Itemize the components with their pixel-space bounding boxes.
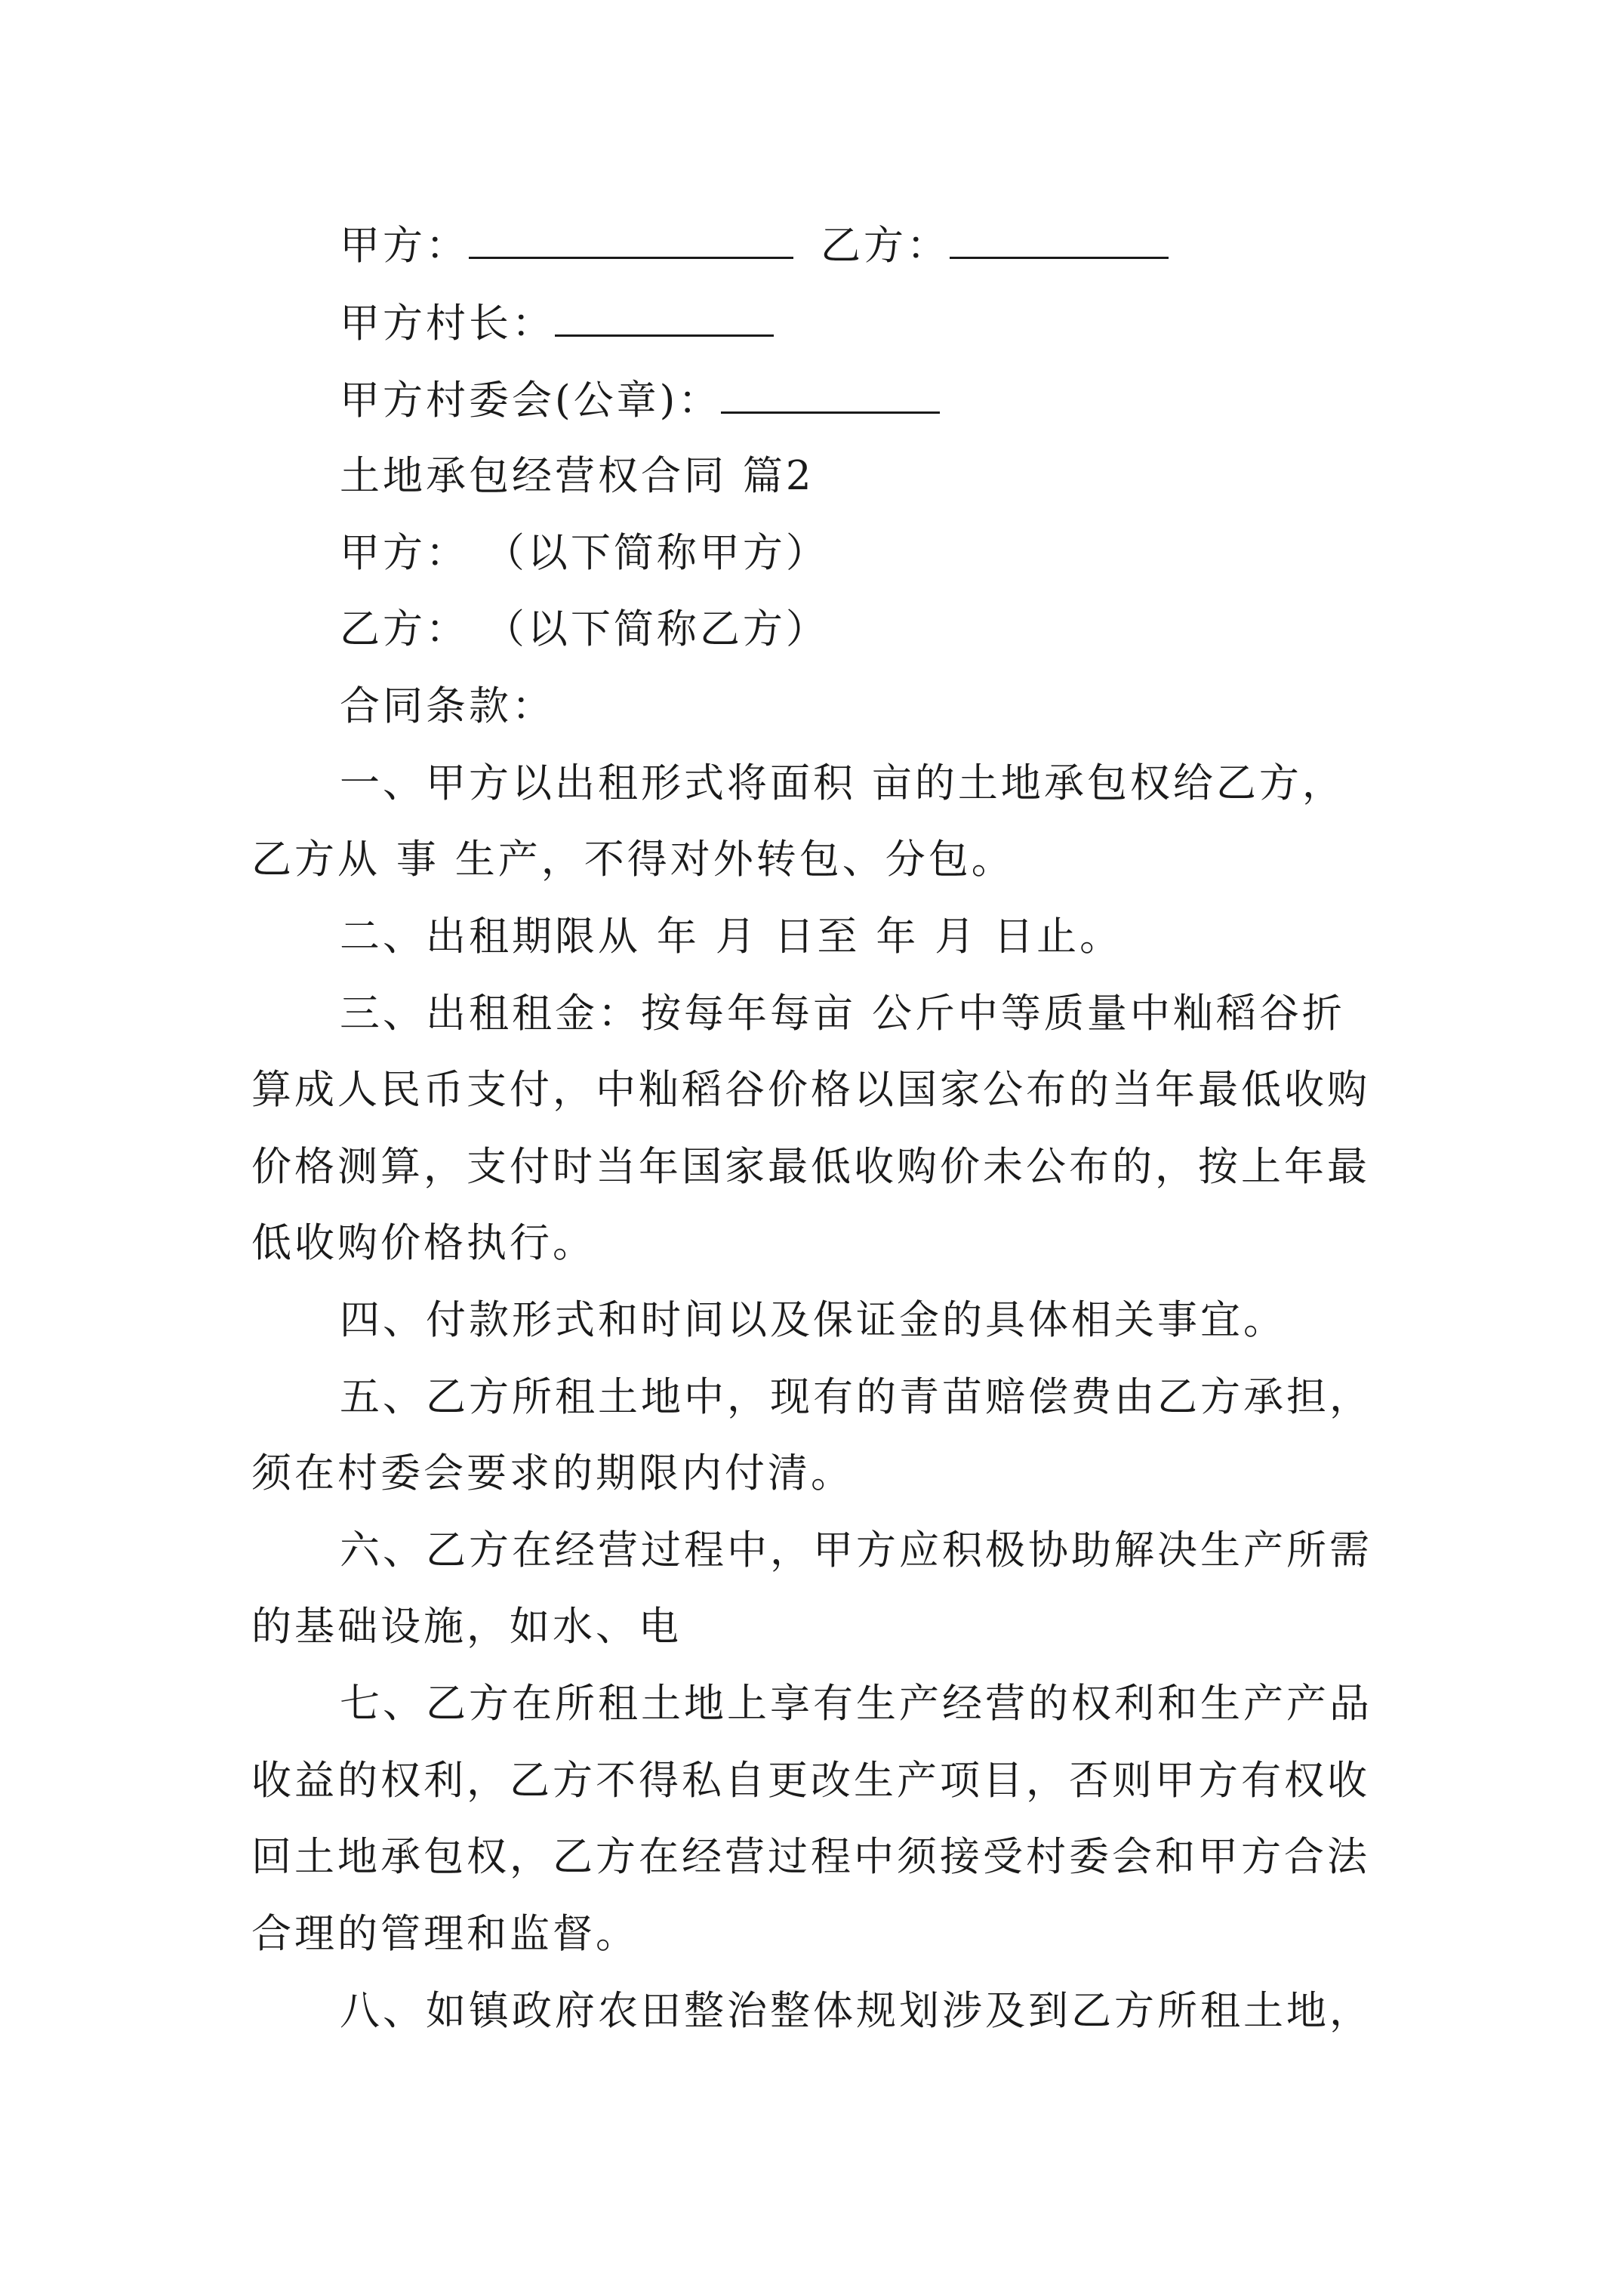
signature-line-parties (340, 220, 1169, 271)
clause-6-line-1: 六、乙方在经营过程中，甲方应积极协助解决生产所需 (340, 1527, 1372, 1573)
clause-7-line-2: 收益的权利，乙方不得私自更改生产项目，否则甲方有权收 (251, 1758, 1370, 1804)
clause-5-line-2: 须在村委会要求的期限内付清。 (251, 1450, 854, 1496)
contract-party-a: 甲方： （以下简称甲方） (340, 530, 829, 576)
clause-3-line-3: 价格测算，支付时当年国家最低收购价未公布的，按上年最 (251, 1144, 1370, 1190)
committee-seal-blank (721, 375, 940, 414)
clause-3-line-2: 算成人民币支付，中籼稻谷价格以国家公布的当年最低收购 (251, 1067, 1370, 1113)
clause-7-line-3: 回土地承包权，乙方在经营过程中须接受村委会和甲方合法 (251, 1834, 1370, 1880)
terms-heading: 合同条款： (340, 683, 555, 729)
village-head-label: 甲方村长： (340, 300, 555, 347)
committee-seal-label: 甲方村委会(公章)： (340, 378, 722, 424)
clause-2-line-1: 二、出租期限从 年 月 日至 年 月 日止。 (340, 914, 1123, 960)
party-b-signature-label: 乙方： (821, 223, 950, 269)
party-a-signature-label: 甲方： (340, 223, 469, 269)
clause-5-line-1: 五、乙方所租土地中，现有的青苗赔偿费由乙方承担， (340, 1374, 1372, 1420)
clause-7-line-1: 七、乙方在所租土地上享有生产经营的权利和生产产品 (340, 1681, 1372, 1727)
party-a-signature-blank (469, 220, 793, 259)
clause-6-line-2: 的基础设施，如水、电 (251, 1604, 682, 1650)
clause-3-line-4: 低收购价格执行。 (251, 1220, 596, 1266)
party-b-signature-blank (950, 220, 1169, 259)
contract-party-b: 乙方： （以下简称乙方） (340, 606, 829, 652)
village-head-blank (555, 298, 774, 337)
clause-1-line-2: 乙方从 事 生产，不得对外转包、分包。 (251, 837, 1015, 883)
clause-1-line-1: 一、甲方以出租形式将面积 亩的土地承包权给乙方， (340, 760, 1345, 806)
signature-line-committee-seal (340, 375, 940, 426)
clause-7-line-4: 合理的管理和监督。 (251, 1911, 639, 1957)
clause-8-line-1: 八、如镇政府农田整治整体规划涉及到乙方所租土地， (340, 1988, 1372, 2034)
clause-4-line-1: 四、付款形式和时间以及保证金的具体相关事宜。 (340, 1297, 1286, 1343)
contract-title: 土地承包经营权合同 篇2 (340, 453, 815, 499)
clause-3-line-1: 三、出租租金：按每年每亩 公斤中等质量中籼稻谷折 (340, 991, 1345, 1037)
signature-line-village-head (340, 298, 774, 349)
